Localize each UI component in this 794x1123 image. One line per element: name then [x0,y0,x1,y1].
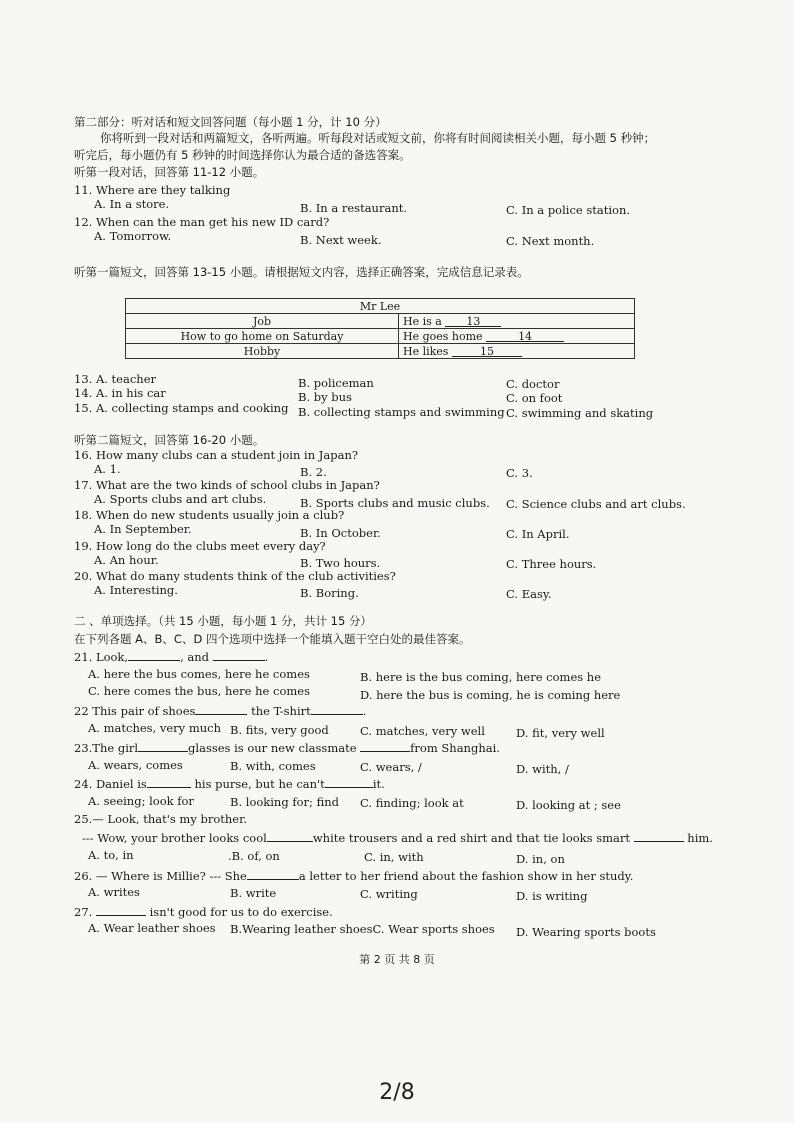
question-stem: 19. How long do the clubs meet every day? [74,539,326,553]
section-heading: 二 、单项选择。（共 15 小题，每小题 1 分，共计 15 分） [74,614,372,628]
option-c: C. In a police station. [506,203,631,217]
question-stem: --- Wow, your brother looks cool white trousers and a red shirt and that tie looks smart him. [82,831,713,845]
answer-blank[interactable] [128,649,180,661]
answer-blank[interactable] [195,703,247,715]
table-row [126,314,635,329]
instructions-line: 听完后，每小题仍有 5 秒钟的时间选择你认为最合适的备选答案。 [74,148,411,162]
option-a: A. Interesting. [94,583,178,597]
answer-blank-15[interactable]: 15 [452,345,522,357]
answer-blank[interactable] [267,830,313,842]
option-a: 15. A. collecting stamps and cooking [74,401,289,415]
option-a: A. seeing; look for [88,794,194,808]
dialog-instructions: 听第一段对话，回答第 11-12 小题。 [74,165,265,179]
option-c: C. finding; look at [360,796,464,810]
option-c: C. wears, / [360,760,422,774]
option-a: A. writes [88,885,140,899]
option-b: B. Two hours. [300,556,381,570]
option-b: B. write [230,886,277,900]
answer-blank[interactable] [325,776,373,788]
question-stem: 27. isn't good for us to do exercise. [74,905,333,919]
option-b: B. 2. [300,465,327,479]
option-c: C. Three hours. [506,557,597,571]
option-c: C. matches, very well [360,724,485,738]
option-c: C. Easy. [506,587,552,601]
option-c: C. in, with [364,850,424,864]
option-c: C. 3. [506,466,533,480]
option-a: A. Tomorrow. [94,229,172,243]
option-d: D. here the bus is coming, he is coming here [360,688,621,702]
passage-instructions: 听第一篇短文，回答第 13-15 小题。请根据短文内容，选择正确答案，完成信息记录表。 [74,265,529,279]
option-d: D. is writing [516,889,588,903]
question-stem: 22 This pair of shoes the T-shirt . [74,704,367,718]
option-c: C. Science clubs and art clubs. [506,497,686,511]
answer-blank[interactable] [138,740,188,752]
answer-blank[interactable] [147,776,191,788]
option-a: A. 1. [94,462,121,476]
option-b: B. In October. [300,526,381,540]
instructions-line: 在下列各题 A、B、C、D 四个选项中选择一个能填入题干空白处的最佳答案。 [74,632,471,646]
option-b: B. collecting stamps and swimming [298,405,505,419]
option-d: D. Wearing sports boots [516,925,656,939]
passage-instructions: 听第二篇短文，回答第 16-20 小题。 [74,433,265,447]
option-a: 14. A. in his car [74,386,166,400]
section-heading: 第二部分：听对话和短文回答问题（每小题 1 分，计 10 分） [74,115,387,129]
option-a: A. matches, very much [88,721,221,735]
answer-blank[interactable] [213,649,265,661]
answer-blank-14[interactable]: 14 [486,330,564,342]
question-stem: 11. Where are they talking [74,183,231,197]
question-stem: 18. When do new students usually join a club? [74,508,345,522]
option-c: C. on foot [506,391,563,405]
answer-blank[interactable] [311,703,363,715]
option-d: D. in, on [516,852,565,866]
option-c: C. writing [360,887,418,901]
option-a: A. In September. [94,522,192,536]
option-a: A. to, in [88,848,134,862]
table-value: He is a 13 [399,314,635,329]
option-b: B. Sports clubs and music clubs. [300,496,490,510]
option-a: A. Wear leather shoes [88,921,216,935]
option-b: B. by bus [298,390,352,404]
option-a: A. here the bus comes, here he comes [88,667,310,681]
option-d: D. looking at ; see [516,798,621,812]
option-d: D. fit, very well [516,726,605,740]
option-c: C. doctor [506,377,560,391]
question-stem: 25.— Look, that's my brother. [74,812,247,826]
option-a: A. wears, comes [88,758,183,772]
answer-blank[interactable] [360,740,410,752]
table-label: How to go home on Saturday [126,329,399,344]
option-a: A. An hour. [94,553,159,567]
answer-blank[interactable] [634,830,684,842]
option-b: .B. of, on [228,849,280,863]
option-b: B. fits, very good [230,723,329,737]
option-a: A. In a store. [94,197,170,211]
page-indicator-cn: 第 2 页 共 8 页 [359,953,435,966]
question-stem: 16. How many clubs can a student join in Japan? [74,448,359,462]
question-stem: 17. What are the two kinds of school clubs in Japan? [74,478,380,492]
option-b-c: B.Wearing leather shoesC. Wear sports shoes [230,922,495,936]
option-b: B. Next week. [300,233,382,247]
table-value: He likes 15 [399,344,635,359]
option-c: C. swimming and skating [506,406,654,420]
table-row [126,344,635,359]
table-label: Job [126,314,399,329]
answer-blank[interactable] [247,868,299,880]
info-record-table [125,298,635,359]
table-row [126,329,635,344]
option-b: B. looking for; find [230,795,340,809]
answer-blank-13[interactable]: 13 [445,315,501,327]
page-counter: 2/8 [379,1080,415,1105]
option-c: C. Next month. [506,234,595,248]
table-label: Hobby [126,344,399,359]
option-b: B. policeman [298,376,374,390]
option-a: 13. A. teacher [74,372,156,386]
table-title: Mr Lee [126,299,635,314]
option-c: C. In April. [506,527,570,541]
question-stem: 20. What do many students think of the club activities? [74,569,396,583]
option-d: D. with, / [516,762,569,776]
question-stem: 23.The girl glasses is our new classmate from Shanghai. [74,741,500,755]
question-stem: 21. Look, , and . [74,650,269,664]
question-stem: 26. — Where is Millie? --- She a letter to her friend about the fashion show in her study. [74,869,634,883]
table-value: He goes home 14 [399,329,635,344]
instructions-line: 你将听到一段对话和两篇短文，各听两遍。听每段对话或短文前，你将有时间阅读相关小题，每小题 5 秒钟； [100,131,656,145]
option-b: B. here is the bus coming, here comes he [360,670,602,684]
option-b: B. In a restaurant. [300,201,408,215]
option-a: A. Sports clubs and art clubs. [94,492,267,506]
answer-blank[interactable] [96,904,146,916]
option-c: C. here comes the bus, here he comes [88,684,310,698]
question-stem: 12. When can the man get his new ID card? [74,215,330,229]
option-b: B. Boring. [300,586,359,600]
option-b: B. with, comes [230,759,316,773]
question-stem: 24. Daniel is his purse, but he can't it. [74,777,385,791]
